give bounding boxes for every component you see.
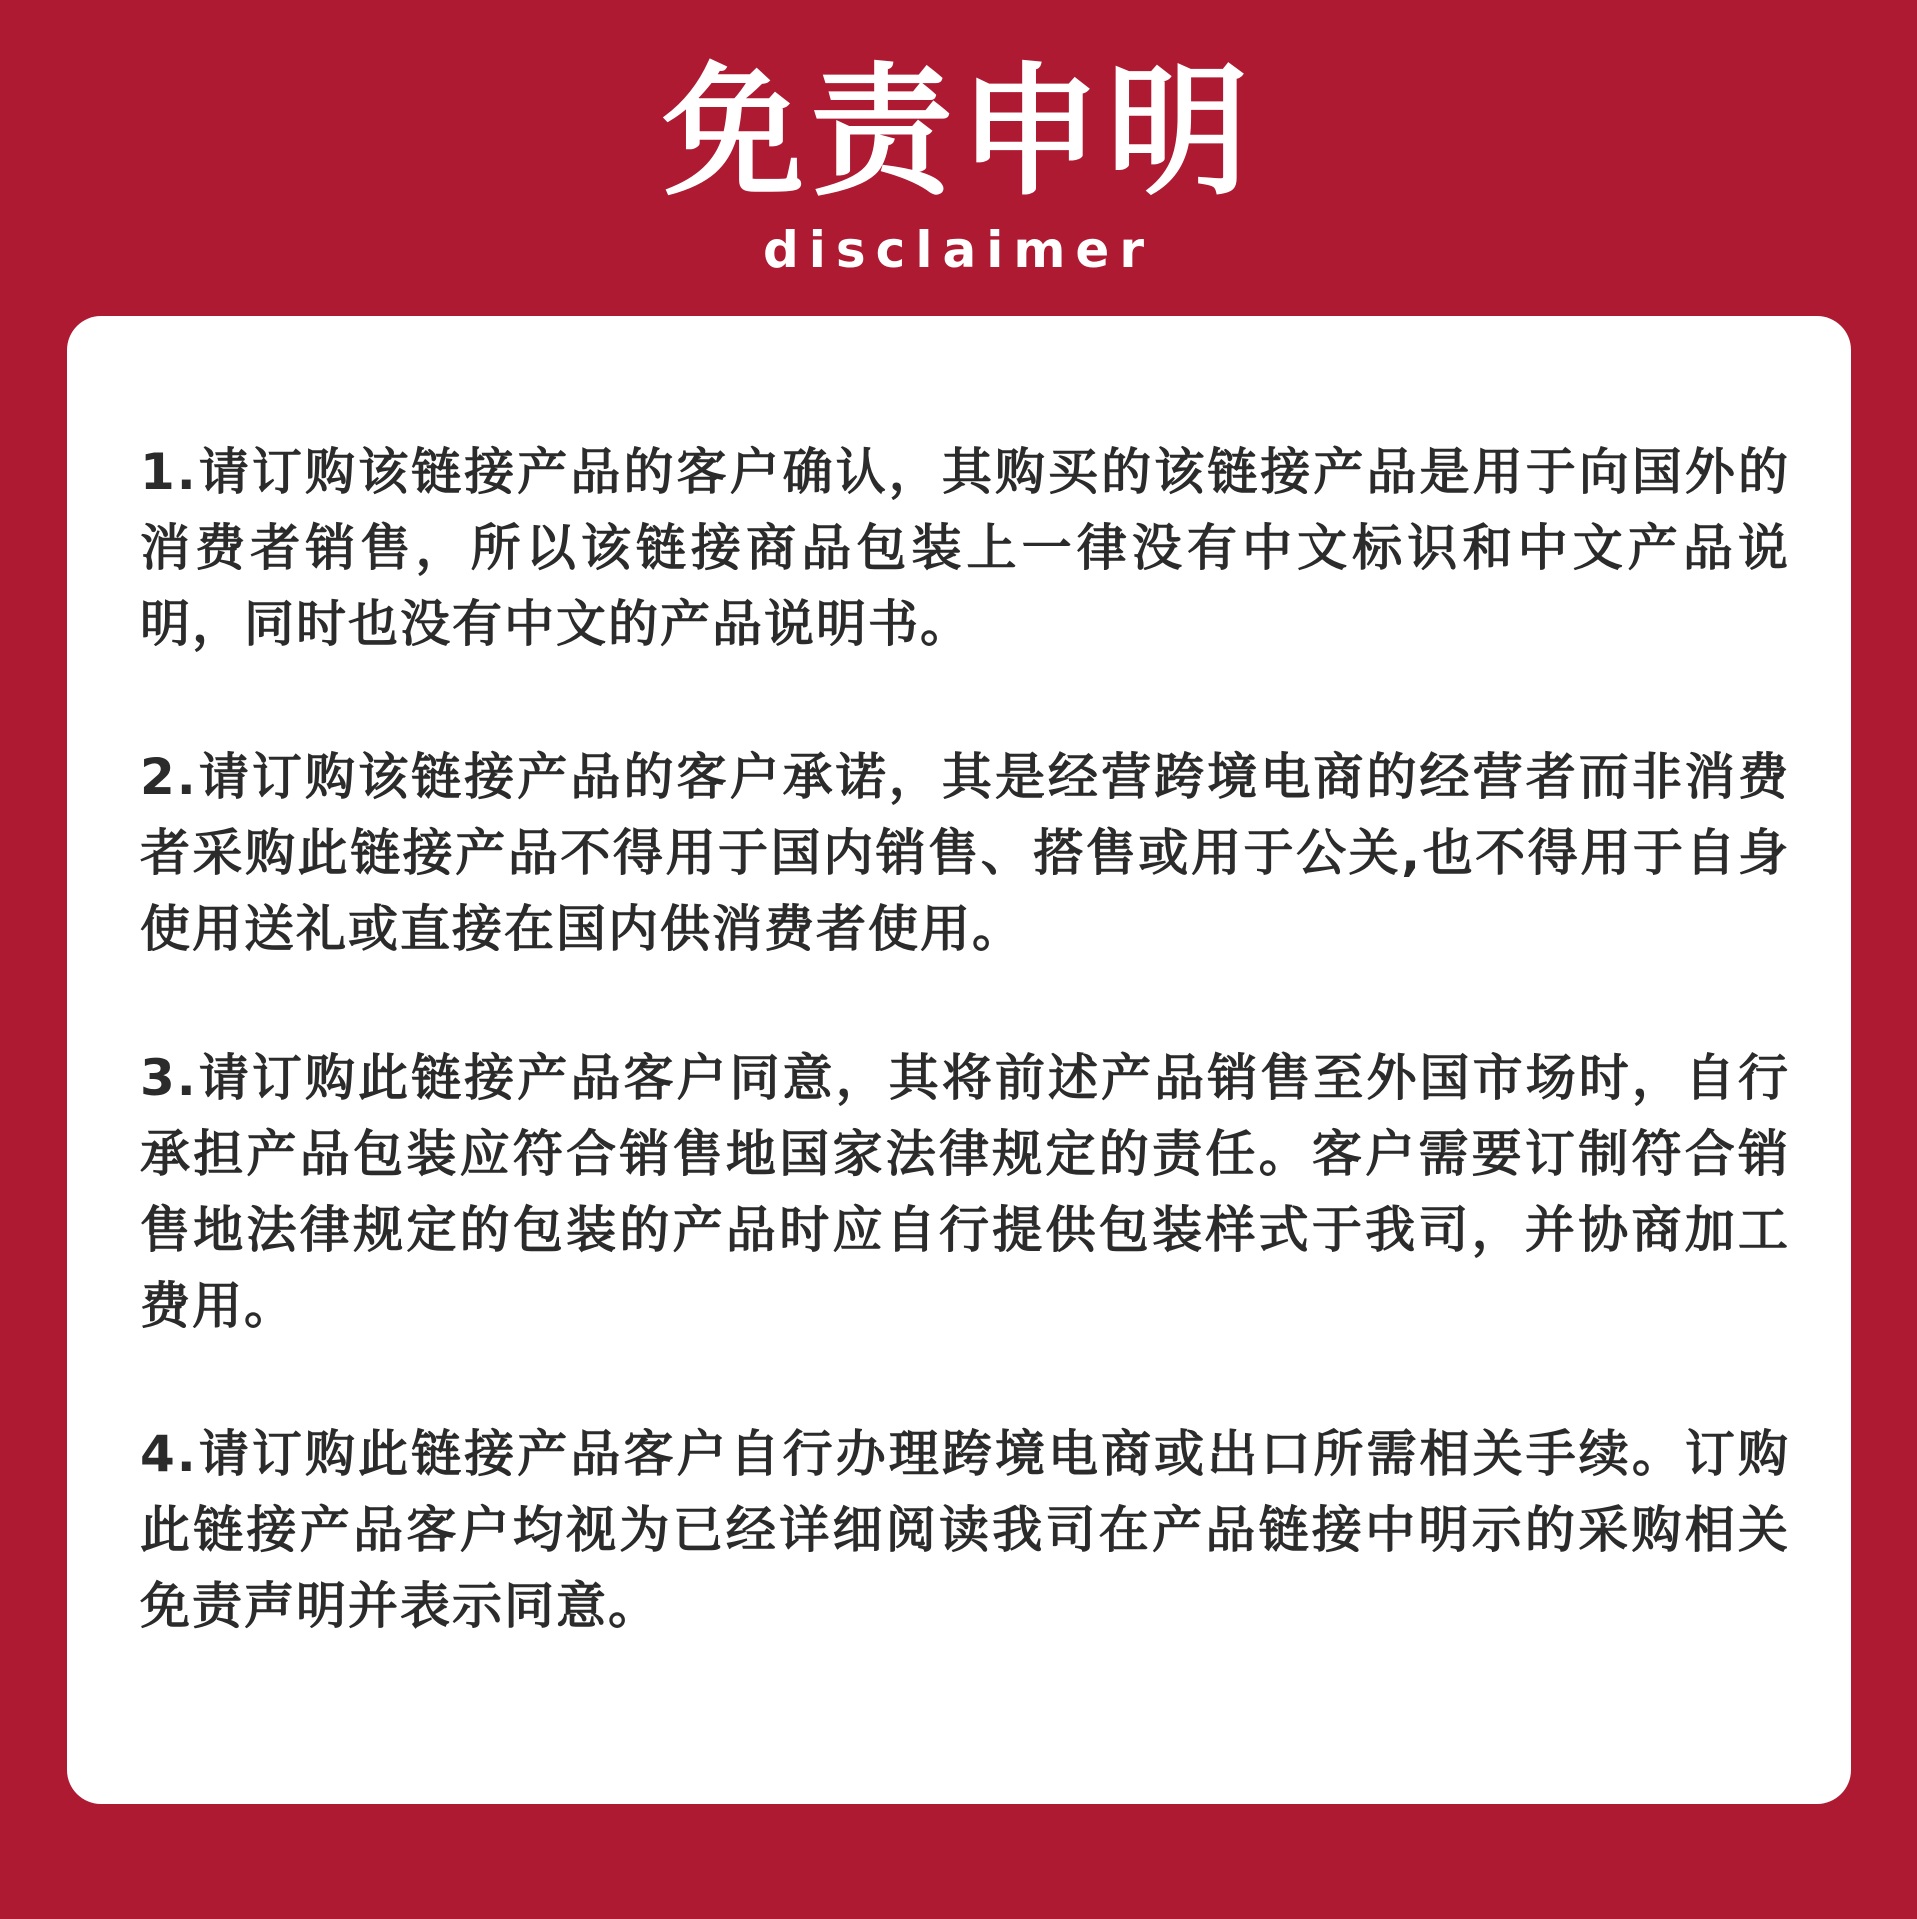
disclaimer-paragraph-1: 1.请订购该链接产品的客户确认，其购买的该链接产品是用于向国外的消费者销售，所以该链接商品包装上一律没有中文标识和中文产品说明，同时也没有中文的产品说明书。: [140, 443, 1790, 653]
page-subtitle: disclaimer: [762, 221, 1154, 279]
page-title: 免责申明: [662, 50, 1255, 215]
header: [0, 0, 1917, 310]
disclaimer-paragraph-3: 3.请订购此链接产品客户同意，其将前述产品销售至外国市场时，自行承担产品包装应符合销售地国家法律规定的责任。客户需要订制符合销售地法律规定的包装的产品时应自行提供包装样式于我司，并协商加工费用。: [140, 1049, 1790, 1335]
disclaimer-paragraph-4: 4.请订购此链接产品客户自行办理跨境电商或出口所需相关手续。订购此链接产品客户均视为已经详细阅读我司在产品链接中明示的采购相关免责声明并表示同意。: [140, 1425, 1790, 1635]
disclaimer-paragraph-2: 2.请订购该链接产品的客户承诺，其是经营跨境电商的经营者而非消费者采购此链接产品不得用于国内销售、搭售或用于公关,也不得用于自身使用送礼或直接在国内供消费者使用。: [140, 748, 1790, 958]
disclaimer-card: [67, 316, 1851, 1804]
